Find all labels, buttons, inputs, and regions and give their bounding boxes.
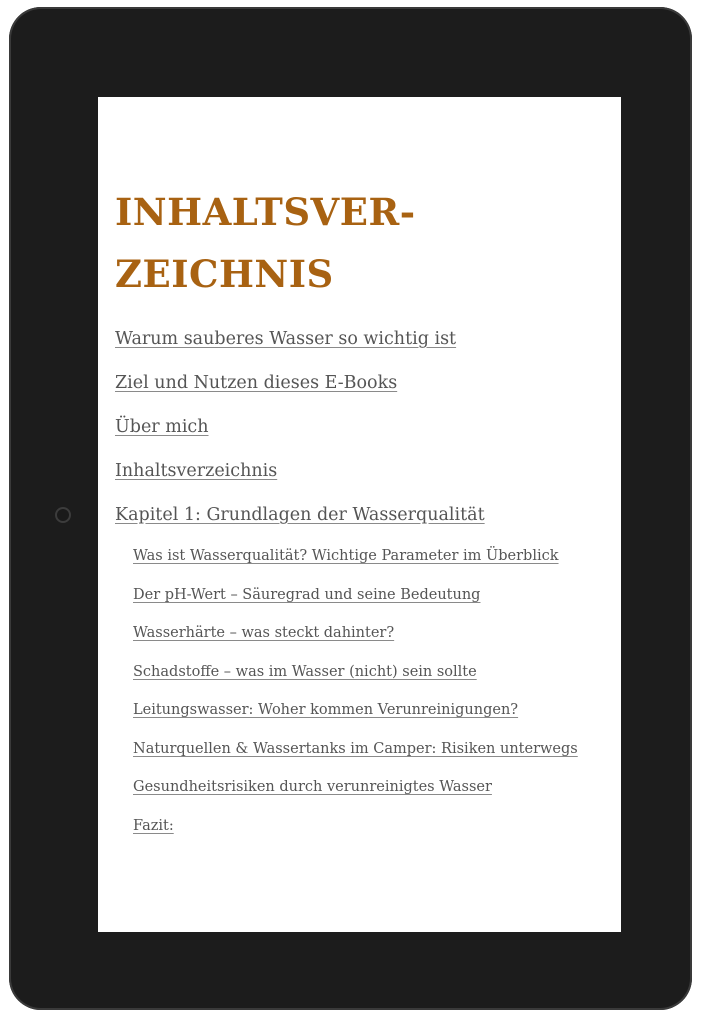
- camera-icon: [55, 507, 71, 523]
- toc-sublink[interactable]: Fazit:: [133, 818, 174, 834]
- ebook-screen: [98, 97, 621, 932]
- toc-link[interactable]: Warum sauberes Wasser so wichtig ist: [115, 329, 457, 349]
- toc-sublink[interactable]: Wasserhärte – was steckt dahinter?: [133, 625, 395, 641]
- page-title: [115, 181, 416, 305]
- toc-sublink[interactable]: Leitungswasser: Woher kommen Verunreinigungen?: [133, 702, 519, 718]
- toc-link[interactable]: Über mich: [115, 417, 209, 437]
- toc-sublink[interactable]: Gesundheitsrisiken durch verunreinigtes Wasser: [133, 779, 492, 795]
- toc-link-chapter-1[interactable]: Kapitel 1: Grundlagen der Wasserqualität: [115, 505, 485, 525]
- title-line-2: ZEICHNIS: [115, 252, 334, 296]
- tablet-frame: [9, 7, 692, 1010]
- toc-sublink[interactable]: Naturquellen & Wassertanks im Camper: Risiken unterwegs: [133, 741, 578, 757]
- toc-link[interactable]: Ziel und Nutzen dieses E-Books: [115, 373, 398, 393]
- toc-sublink[interactable]: Der pH-Wert – Säuregrad und seine Bedeutung: [133, 587, 481, 603]
- title-line-1: INHALTSVER-: [115, 190, 416, 234]
- toc-sublink[interactable]: Was ist Wasserqualität? Wichtige Parameter im Überblick: [133, 548, 559, 564]
- toc-link[interactable]: Inhaltsverzeichnis: [115, 461, 278, 481]
- toc-sublink[interactable]: Schadstoffe – was im Wasser (nicht) sein sollte: [133, 664, 477, 680]
